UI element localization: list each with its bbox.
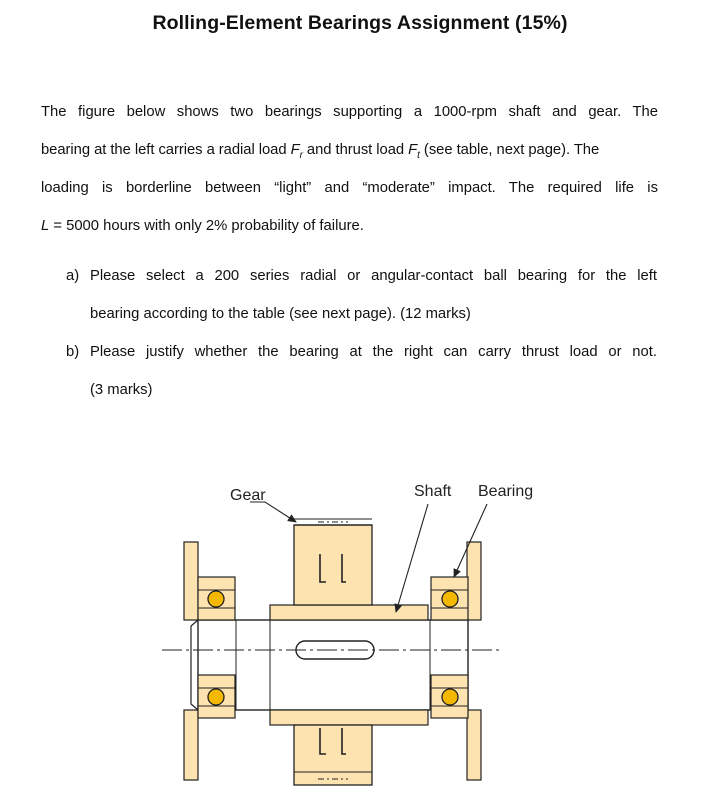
intro-line-2 xyxy=(41,142,658,161)
page-title: Rolling-Element Bearings Assignment (15%) xyxy=(152,12,568,34)
right-housing-bottom xyxy=(467,710,481,780)
gear-label: Gear xyxy=(230,487,266,504)
left-bottom-ball xyxy=(208,689,224,705)
gear-hub-bottom xyxy=(270,710,428,725)
left-top-ball xyxy=(208,591,224,607)
question-b-line-2: (3 marks) xyxy=(90,382,153,398)
shaft xyxy=(198,620,468,710)
left-bearing-bottom xyxy=(198,675,235,718)
right-bottom-ball xyxy=(442,689,458,705)
shaft-left-end xyxy=(191,620,198,710)
question-a xyxy=(66,268,658,328)
question-b-line-1: Please justify whether the bearing at the right can carry thrust load or not. xyxy=(90,344,657,360)
right-bearing-bottom xyxy=(431,675,468,718)
gear-body-bottom xyxy=(294,725,372,785)
question-b-label: b) xyxy=(66,344,80,360)
radial-load-subscript: r xyxy=(299,149,303,161)
right-bearing-top xyxy=(431,577,468,620)
question-a-label: a) xyxy=(66,268,80,284)
right-housing-top xyxy=(467,542,481,620)
question-b xyxy=(66,344,658,404)
bearing-label: Bearing xyxy=(478,483,534,500)
intro-line-4 xyxy=(41,218,658,234)
intro-line-3: loading is borderline between “light” and “moderate” impact. The required life is xyxy=(41,180,658,196)
shaft-leader xyxy=(396,504,428,612)
shaft-label: Shaft xyxy=(414,483,452,500)
left-bearing-top xyxy=(198,577,235,620)
bearing-figure xyxy=(150,470,570,805)
thrust-load-symbol: F xyxy=(408,142,418,158)
life-symbol: L xyxy=(41,218,50,234)
intro-line-2-a: bearing at the left carries a radial load xyxy=(41,142,291,158)
left-housing-bottom xyxy=(184,710,198,780)
right-top-ball xyxy=(442,591,458,607)
question-a-line-2: bearing according to the table (see next page). (12 marks) xyxy=(90,306,471,322)
gear-hub-top xyxy=(270,605,428,620)
intro-line-1: The figure below shows two bearings supporting a 1000-rpm shaft and gear. The xyxy=(41,104,658,120)
question-a-line-1: Please select a 200 series radial or angular-contact ball bearing for the left xyxy=(90,268,657,284)
left-housing-top xyxy=(184,542,198,620)
thrust-load-subscript: t xyxy=(417,149,420,161)
intro-line-2-b: and thrust load xyxy=(302,142,409,158)
intro-line-4-rest: = 5000 hours with only 2% probability of failure. xyxy=(49,218,364,234)
intro-paragraph xyxy=(41,104,658,234)
intro-line-2-c: (see table, next page). The xyxy=(419,142,600,158)
gear-leader xyxy=(250,502,296,522)
radial-load-symbol: F xyxy=(290,142,300,158)
gear-body-top xyxy=(294,525,372,605)
